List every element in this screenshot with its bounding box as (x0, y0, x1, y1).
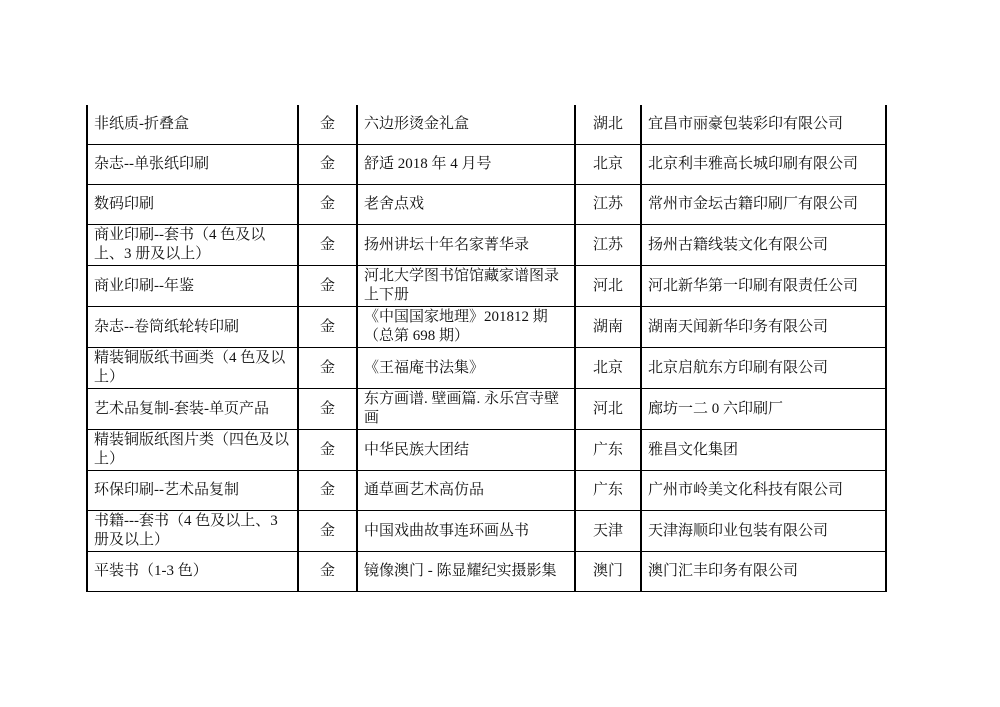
award-cell: 金 (298, 266, 357, 307)
table-row (87, 145, 886, 185)
company-cell: 北京启航东方印刷有限公司 (641, 348, 886, 389)
category-cell: 艺术品复制-套装-单页产品 (87, 389, 298, 430)
company-cell: 广州市岭美文化科技有限公司 (641, 471, 886, 511)
work-cell: 中国戏曲故事连环画丛书 (357, 511, 575, 552)
award-cell: 金 (298, 511, 357, 552)
company-cell: 宜昌市丽豪包装彩印有限公司 (641, 105, 886, 145)
region-cell: 北京 (575, 348, 641, 389)
region-cell: 广东 (575, 430, 641, 471)
region-cell: 河北 (575, 389, 641, 430)
category-cell: 商业印刷--套书（4 色及以上、3 册及以上） (87, 225, 298, 266)
work-cell: 通草画艺术高仿品 (357, 471, 575, 511)
company-cell: 雅昌文化集团 (641, 430, 886, 471)
table-row (87, 471, 886, 511)
award-cell: 金 (298, 225, 357, 266)
table-row (87, 105, 886, 145)
work-cell: 《中国国家地理》201812 期（总第 698 期） (357, 307, 575, 348)
company-cell: 常州市金坛古籍印刷厂有限公司 (641, 185, 886, 225)
table-row (87, 225, 886, 266)
region-cell: 湖北 (575, 105, 641, 145)
category-cell: 平装书（1-3 色） (87, 552, 298, 592)
work-cell: 扬州讲坛十年名家菁华录 (357, 225, 575, 266)
work-cell: 中华民族大团结 (357, 430, 575, 471)
award-cell: 金 (298, 145, 357, 185)
company-cell: 扬州古籍线装文化有限公司 (641, 225, 886, 266)
award-cell: 金 (298, 185, 357, 225)
award-cell: 金 (298, 389, 357, 430)
award-cell: 金 (298, 105, 357, 145)
table-row (87, 348, 886, 389)
category-cell: 书籍---套书（4 色及以上、3 册及以上） (87, 511, 298, 552)
award-cell: 金 (298, 307, 357, 348)
work-cell: 镜像澳门 - 陈显耀纪实摄影集 (357, 552, 575, 592)
table-row (87, 266, 886, 307)
table-row (87, 511, 886, 552)
company-cell: 北京利丰雅高长城印刷有限公司 (641, 145, 886, 185)
company-cell: 廊坊一二 0 六印刷厂 (641, 389, 886, 430)
work-cell: 《王福庵书法集》 (357, 348, 575, 389)
region-cell: 澳门 (575, 552, 641, 592)
company-cell: 天津海顺印业包装有限公司 (641, 511, 886, 552)
table-row (87, 307, 886, 348)
region-cell: 北京 (575, 145, 641, 185)
category-cell: 杂志--卷筒纸轮转印刷 (87, 307, 298, 348)
company-cell: 河北新华第一印刷有限责任公司 (641, 266, 886, 307)
category-cell: 杂志--单张纸印刷 (87, 145, 298, 185)
category-cell: 精装铜版纸图片类（四色及以上） (87, 430, 298, 471)
region-cell: 湖南 (575, 307, 641, 348)
award-cell: 金 (298, 471, 357, 511)
table-row (87, 552, 886, 592)
awards-table (86, 105, 887, 592)
region-cell: 天津 (575, 511, 641, 552)
company-cell: 湖南天闻新华印务有限公司 (641, 307, 886, 348)
category-cell: 商业印刷--年鉴 (87, 266, 298, 307)
category-cell: 精装铜版纸书画类（4 色及以上） (87, 348, 298, 389)
work-cell: 舒适 2018 年 4 月号 (357, 145, 575, 185)
category-cell: 数码印刷 (87, 185, 298, 225)
table-row (87, 185, 886, 225)
region-cell: 河北 (575, 266, 641, 307)
awards-table-body (87, 105, 886, 592)
award-cell: 金 (298, 552, 357, 592)
work-cell: 河北大学图书馆馆藏家谱图录上下册 (357, 266, 575, 307)
category-cell: 非纸质-折叠盒 (87, 105, 298, 145)
region-cell: 江苏 (575, 225, 641, 266)
award-cell: 金 (298, 430, 357, 471)
category-cell: 环保印刷--艺术品复制 (87, 471, 298, 511)
company-cell: 澳门汇丰印务有限公司 (641, 552, 886, 592)
work-cell: 东方画谱. 壁画篇. 永乐宫寺壁画 (357, 389, 575, 430)
table-row (87, 389, 886, 430)
region-cell: 广东 (575, 471, 641, 511)
region-cell: 江苏 (575, 185, 641, 225)
table-row (87, 430, 886, 471)
work-cell: 六边形烫金礼盒 (357, 105, 575, 145)
award-cell: 金 (298, 348, 357, 389)
work-cell: 老舍点戏 (357, 185, 575, 225)
